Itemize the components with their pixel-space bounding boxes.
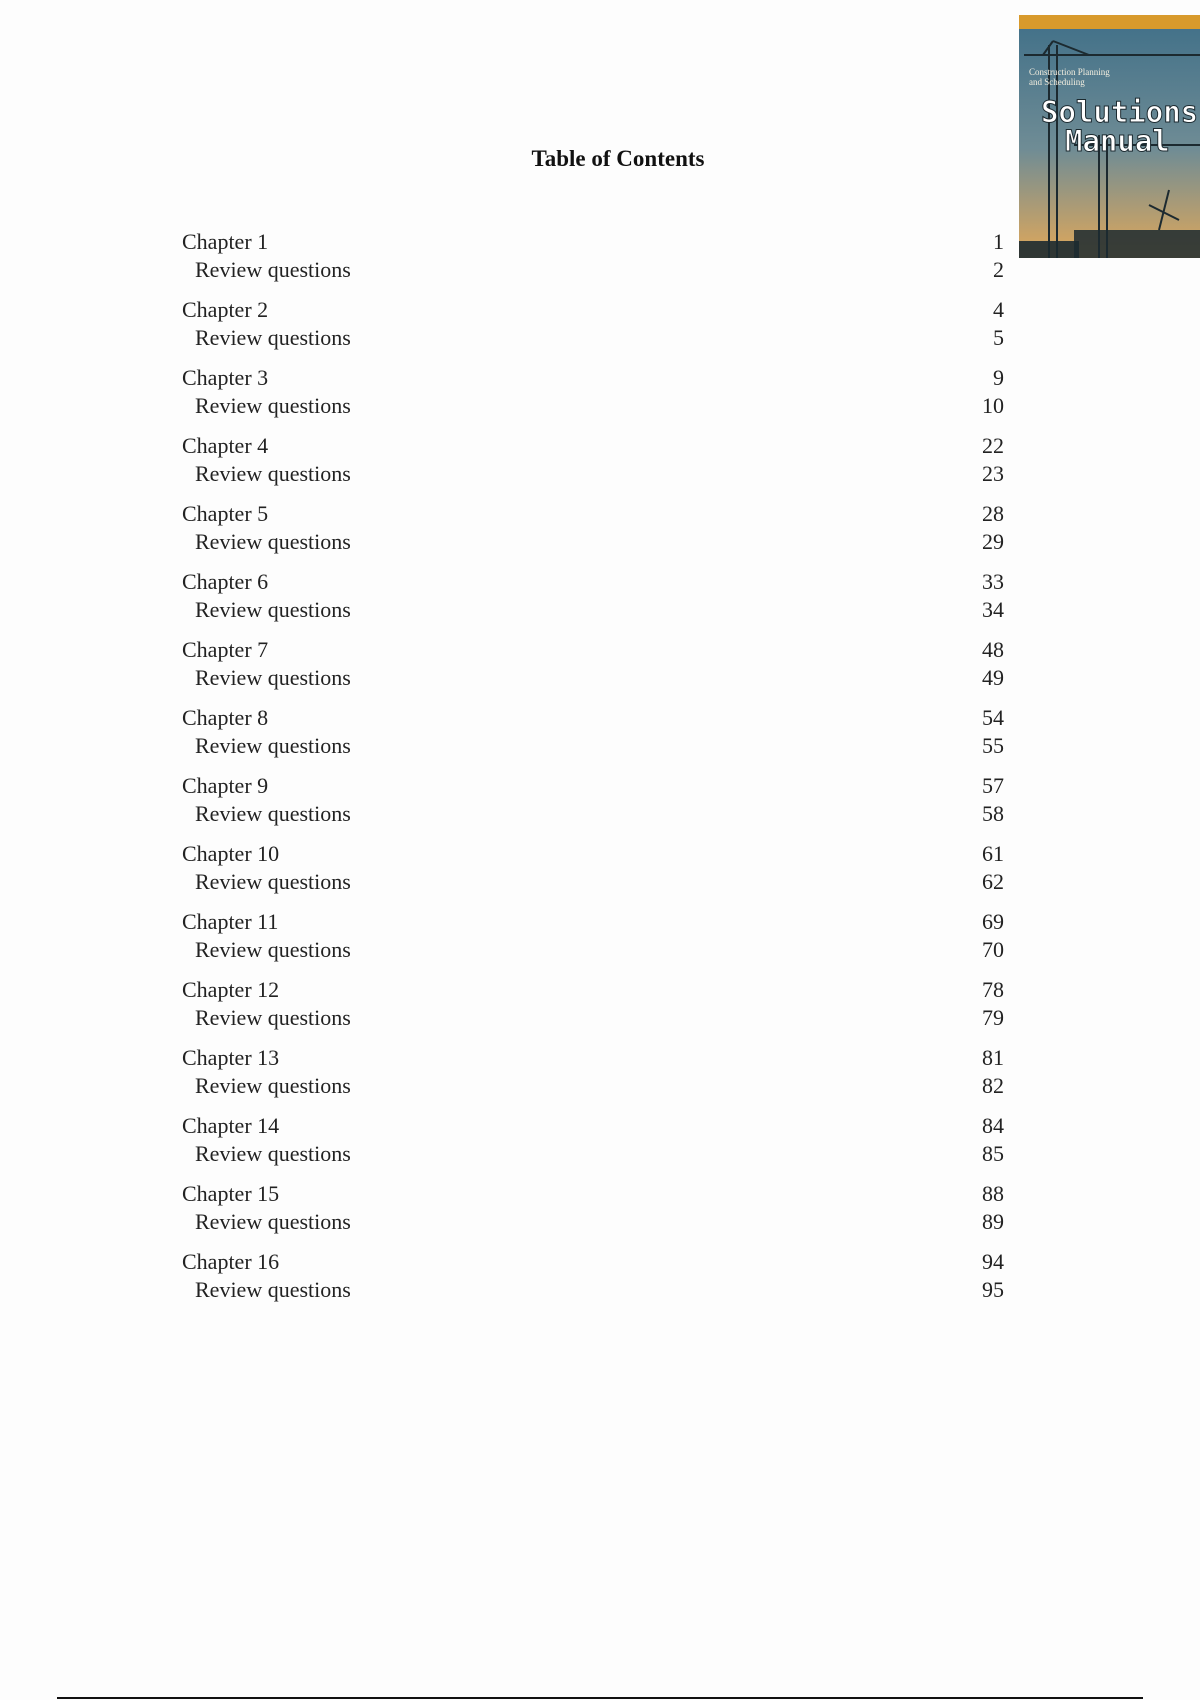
toc-entry (182, 432, 1004, 500)
cover-manual-word1: Solutions (1041, 95, 1199, 129)
toc-entry (182, 500, 1004, 568)
review-page-number: 58 (982, 801, 1004, 826)
toc-chapter-row[interactable] (182, 1248, 1004, 1276)
review-questions-title: Review questions (195, 665, 351, 690)
review-questions-title: Review questions (195, 1277, 351, 1302)
chapter-page-number: 61 (982, 841, 1004, 866)
review-page-number: 10 (982, 393, 1004, 418)
chapter-title: Chapter 2 (182, 297, 269, 322)
toc-review-row[interactable] (182, 256, 1004, 284)
chapter-page-number: 81 (982, 1045, 1004, 1070)
toc-review-row[interactable] (182, 596, 1004, 624)
toc-entry (182, 636, 1004, 704)
chapter-title: Chapter 16 (182, 1249, 280, 1274)
review-questions-title: Review questions (195, 257, 351, 282)
review-page-number: 5 (993, 325, 1004, 350)
review-page-number: 2 (993, 257, 1004, 282)
cover-book-title-line2: and Scheduling (1029, 77, 1085, 87)
toc-review-row[interactable] (182, 732, 1004, 760)
toc-review-row[interactable] (182, 664, 1004, 692)
toc-chapter-row[interactable] (182, 908, 1004, 936)
chapter-page-number: 57 (982, 773, 1004, 798)
toc-entry (182, 704, 1004, 772)
cover-top-band (1019, 15, 1200, 29)
chapter-page-number: 54 (982, 705, 1004, 730)
chapter-page-number: 69 (982, 909, 1004, 934)
review-page-number: 70 (982, 937, 1004, 962)
review-questions-title: Review questions (195, 869, 351, 894)
review-questions-title: Review questions (195, 1073, 351, 1098)
toc-review-row[interactable] (182, 528, 1004, 556)
chapter-page-number: 9 (993, 365, 1004, 390)
toc-entry (182, 296, 1004, 364)
chapter-title: Chapter 13 (182, 1045, 280, 1070)
toc-chapter-row[interactable] (182, 228, 1004, 256)
toc-entry (182, 364, 1004, 432)
chapter-page-number: 22 (982, 433, 1004, 458)
review-page-number: 82 (982, 1073, 1004, 1098)
toc-entry (182, 772, 1004, 840)
review-page-number: 49 (982, 665, 1004, 690)
book-cover-image (1019, 15, 1200, 258)
review-page-number: 55 (982, 733, 1004, 758)
chapter-title: Chapter 9 (182, 773, 269, 798)
review-questions-title: Review questions (195, 733, 351, 758)
toc-review-row[interactable] (182, 324, 1004, 352)
toc-entry (182, 1112, 1004, 1180)
toc-review-row[interactable] (182, 1276, 1004, 1304)
toc-review-row[interactable] (182, 1140, 1004, 1168)
review-questions-title: Review questions (195, 597, 351, 622)
toc-chapter-row[interactable] (182, 1112, 1004, 1140)
review-questions-title: Review questions (195, 1141, 351, 1166)
toc-review-row[interactable] (182, 1004, 1004, 1032)
chapter-title: Chapter 6 (182, 569, 269, 594)
toc-entry (182, 228, 1004, 296)
chapter-title: Chapter 5 (182, 501, 269, 526)
toc-entry (182, 908, 1004, 976)
toc-chapter-row[interactable] (182, 364, 1004, 392)
toc-entry (182, 1248, 1004, 1316)
chapter-page-number: 28 (982, 501, 1004, 526)
chapter-title: Chapter 11 (182, 909, 279, 934)
chapter-page-number: 1 (993, 229, 1004, 254)
toc-chapter-row[interactable] (182, 704, 1004, 732)
toc-entry (182, 1044, 1004, 1112)
toc-chapter-row[interactable] (182, 500, 1004, 528)
chapter-page-number: 88 (982, 1181, 1004, 1206)
chapter-title: Chapter 7 (182, 637, 269, 662)
chapter-title: Chapter 12 (182, 977, 280, 1002)
toc-review-row[interactable] (182, 936, 1004, 964)
toc-review-row[interactable] (182, 800, 1004, 828)
cover-manual-word2: Manual (1065, 124, 1170, 158)
toc-review-row[interactable] (182, 1072, 1004, 1100)
toc-chapter-row[interactable] (182, 296, 1004, 324)
review-page-number: 23 (982, 461, 1004, 486)
chapter-page-number: 33 (982, 569, 1004, 594)
toc-chapter-row[interactable] (182, 976, 1004, 1004)
review-questions-title: Review questions (195, 801, 351, 826)
chapter-page-number: 84 (982, 1113, 1004, 1138)
review-questions-title: Review questions (195, 1209, 351, 1234)
review-page-number: 62 (982, 869, 1004, 894)
chapter-page-number: 4 (993, 297, 1004, 322)
toc-review-row[interactable] (182, 868, 1004, 896)
review-questions-title: Review questions (195, 1005, 351, 1030)
review-page-number: 89 (982, 1209, 1004, 1234)
toc-review-row[interactable] (182, 1208, 1004, 1236)
chapter-title: Chapter 4 (182, 433, 269, 458)
chapter-page-number: 78 (982, 977, 1004, 1002)
toc-entry (182, 568, 1004, 636)
review-page-number: 95 (982, 1277, 1004, 1302)
chapter-title: Chapter 1 (182, 229, 269, 254)
page-title: Table of Contents (531, 146, 705, 171)
review-questions-title: Review questions (195, 937, 351, 962)
review-questions-title: Review questions (195, 529, 351, 554)
review-questions-title: Review questions (195, 325, 351, 350)
review-questions-title: Review questions (195, 393, 351, 418)
toc-chapter-row[interactable] (182, 1180, 1004, 1208)
toc-review-row[interactable] (182, 392, 1004, 420)
toc-chapter-row[interactable] (182, 636, 1004, 664)
toc-entry (182, 976, 1004, 1044)
toc-chapter-row[interactable] (182, 432, 1004, 460)
toc-chapter-row[interactable] (182, 840, 1004, 868)
review-page-number: 29 (982, 529, 1004, 554)
toc-chapter-row[interactable] (182, 772, 1004, 800)
chapter-title: Chapter 14 (182, 1113, 280, 1138)
footer-rule (57, 1697, 1143, 1699)
toc-chapter-row[interactable] (182, 1044, 1004, 1072)
toc-chapter-row[interactable] (182, 568, 1004, 596)
chapter-page-number: 48 (982, 637, 1004, 662)
review-questions-title: Review questions (195, 461, 351, 486)
chapter-title: Chapter 3 (182, 365, 269, 390)
cover-book-title-line1: Construction Planning (1029, 67, 1110, 77)
chapter-title: Chapter 10 (182, 841, 280, 866)
chapter-page-number: 94 (982, 1249, 1004, 1274)
review-page-number: 34 (982, 597, 1004, 622)
table-of-contents (182, 228, 1004, 1316)
toc-entry (182, 1180, 1004, 1248)
chapter-title: Chapter 15 (182, 1181, 280, 1206)
toc-entry (182, 840, 1004, 908)
toc-review-row[interactable] (182, 460, 1004, 488)
chapter-title: Chapter 8 (182, 705, 269, 730)
review-page-number: 85 (982, 1141, 1004, 1166)
review-page-number: 79 (982, 1005, 1004, 1030)
